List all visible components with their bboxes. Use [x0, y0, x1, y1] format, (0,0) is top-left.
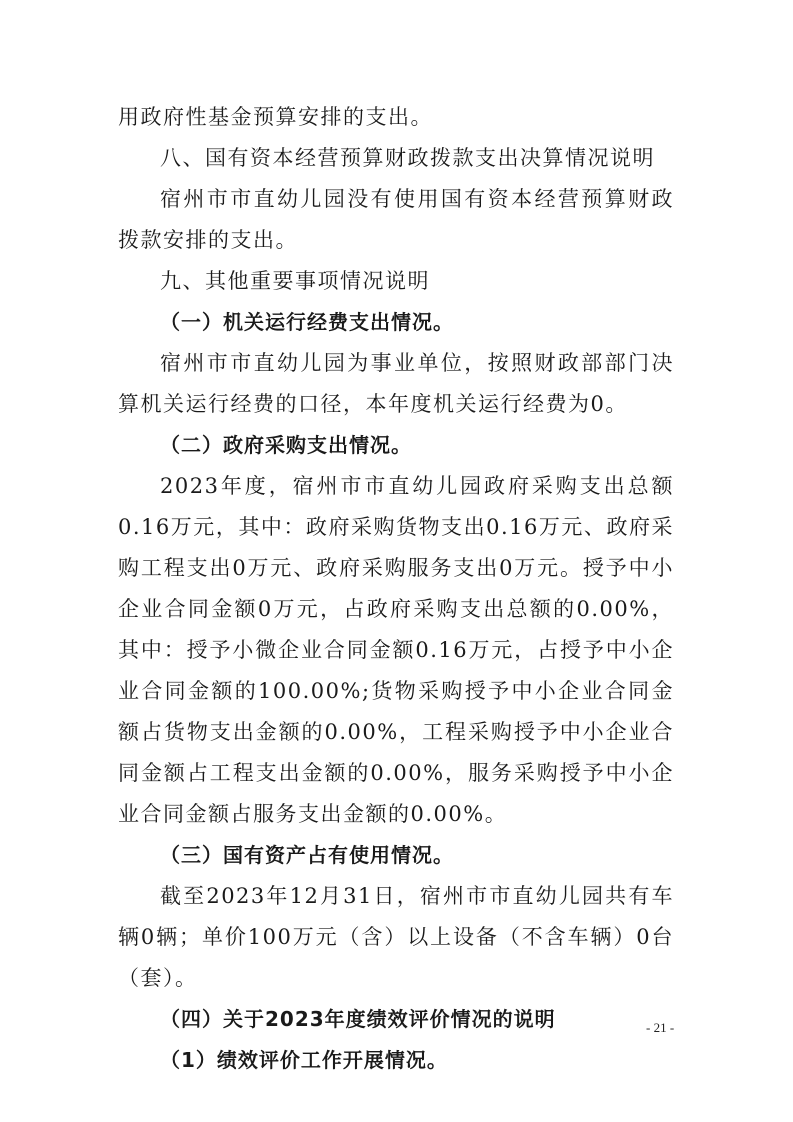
paragraph-continuation: 用政府性基金预算安排的支出。 [118, 105, 433, 129]
section-heading-8: 八、国有资本经营预算财政拨款支出决算情况说明 [160, 146, 655, 170]
paragraph-assets: 截至2023年12月31日，宿州市市直幼儿园共有车辆0辆；单价100万元（含）以上设备（不含车辆）0台（套）。 [118, 884, 674, 990]
paragraph-operating-expenses: 宿州市市直幼儿园为事业单位，按照财政部部门决算机关运行经费的口径，本年度机关运行经费为0。 [118, 351, 674, 416]
paragraph-procurement: 2023年度，宿州市市直幼儿园政府采购支出总额0.16万元，其中：政府采购货物支出0.16万元、政府采购工程支出0万元、政府采购服务支出0万元。授予中小企业合同金额0万元，占政府采购支出总额的0.00%，其中：授予小微企业合同金额0.16万元，占授予中小企业合同金额的100.00%;货物采购授予中小企业合同金额占货物支出金额的0.00%，工程采购授予中小企业合同金额占工程支出金额的0.00%，服务采购授予中小企业合同金额占服务支出金额的0.00%。 [118, 474, 674, 826]
subheading-4: （四）关于2023年度绩效评价情况的说明 [160, 1007, 556, 1031]
page-number: - 21 - [646, 1020, 675, 1035]
subheading-3: （三）国有资产占有使用情况。 [160, 843, 454, 867]
subheading-1: （一）机关运行经费支出情况。 [160, 310, 454, 334]
document-body [118, 97, 674, 1081]
subheading-2: （二）政府采购支出情况。 [160, 433, 412, 457]
paragraph-state-capital: 宿州市市直幼儿园没有使用国有资本经营预算财政拨款安排的支出。 [118, 187, 674, 252]
subheading-4-1: （1）绩效评价工作开展情况。 [160, 1048, 448, 1072]
section-heading-9: 九、其他重要事项情况说明 [160, 269, 430, 293]
